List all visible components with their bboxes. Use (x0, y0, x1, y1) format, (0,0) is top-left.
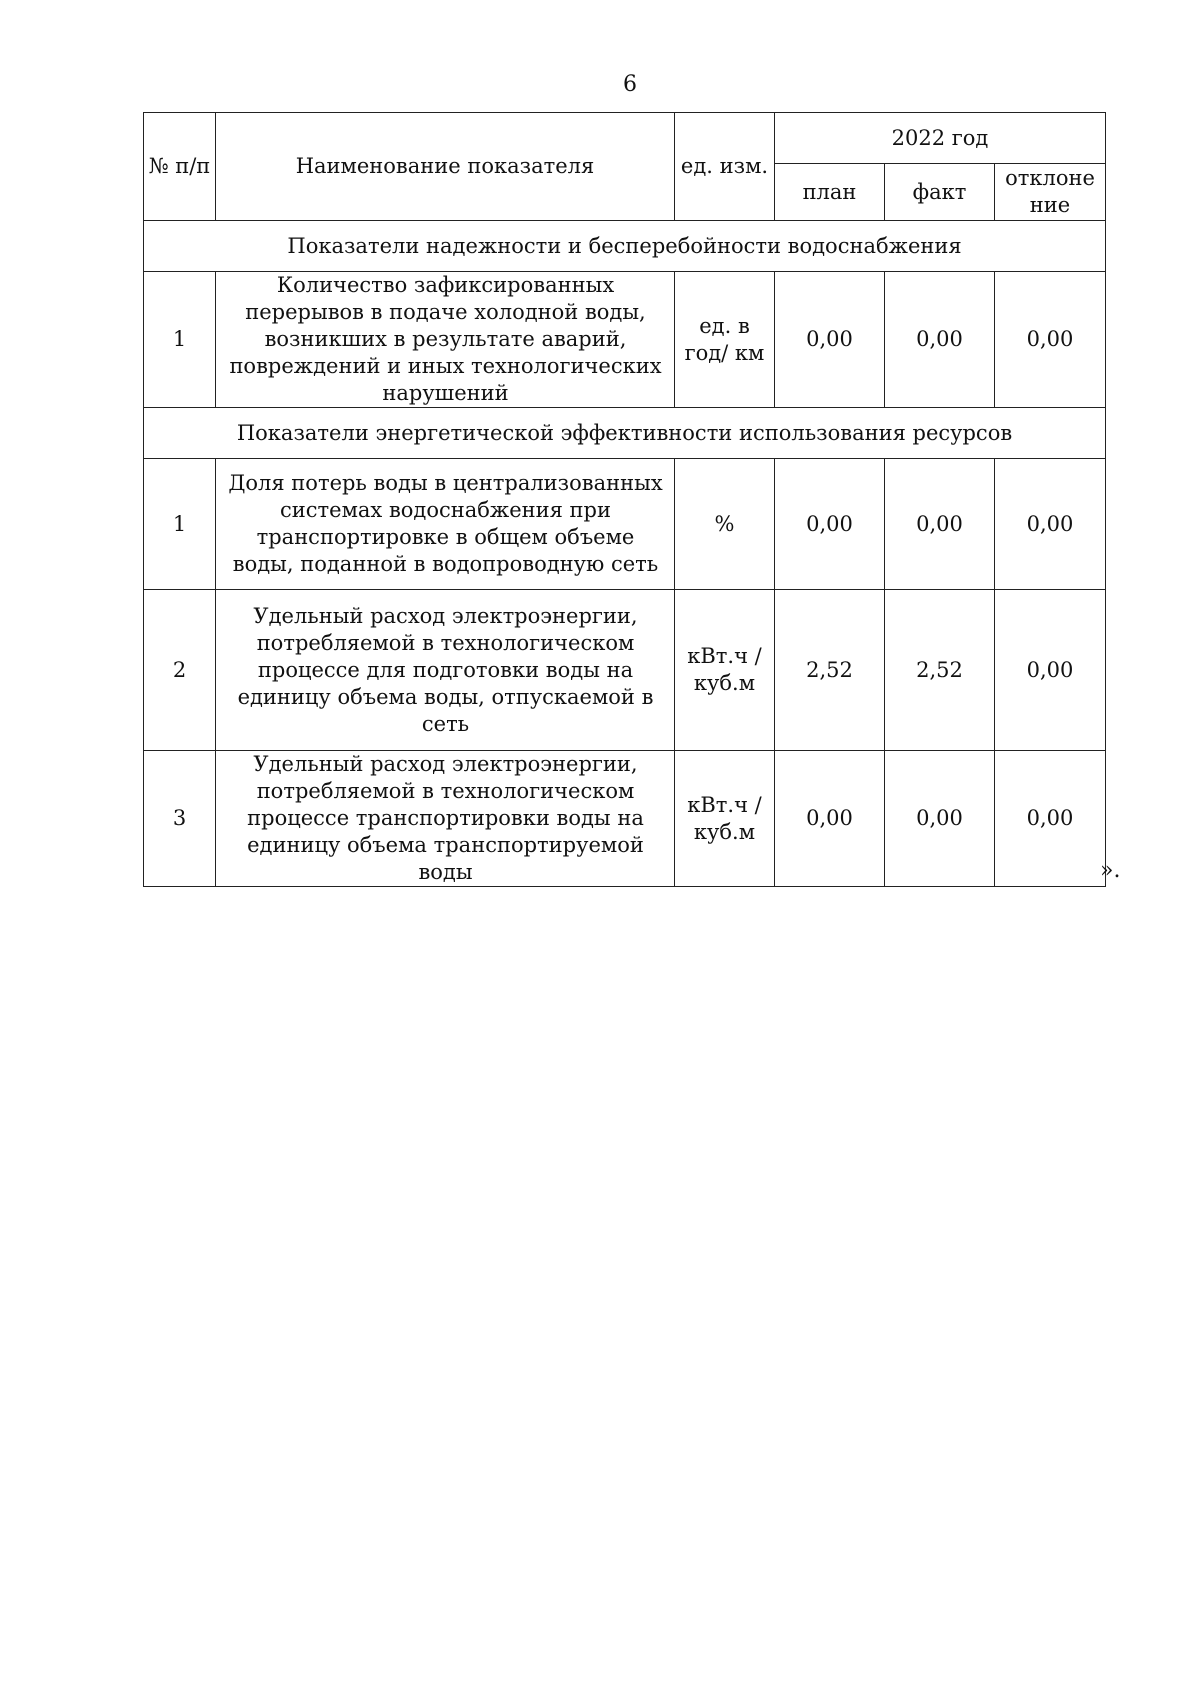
row-unit: кВт.ч / куб.м (675, 751, 775, 887)
header-num: № п/п (144, 113, 216, 221)
header-unit: ед. изм. (675, 113, 775, 221)
header-fact: факт (885, 164, 995, 221)
page-number: 6 (623, 72, 637, 97)
table-row (144, 751, 1106, 887)
row-unit: ед. в год/ км (675, 272, 775, 408)
table-row (144, 272, 1106, 408)
row-deviation: 0,00 (995, 590, 1106, 751)
row-num: 1 (144, 272, 216, 408)
row-name: Доля потерь воды в централизованных системах водоснабжения при транспортировке в общем объеме воды, поданной в водопроводную сеть (216, 459, 675, 590)
row-fact: 0,00 (885, 751, 995, 887)
row-num: 1 (144, 459, 216, 590)
row-fact: 0,00 (885, 459, 995, 590)
row-deviation: 0,00 (995, 459, 1106, 590)
header-name: Наименование показателя (216, 113, 675, 221)
row-name: Удельный расход электроэнергии, потребляемой в технологическом процессе для подготовки воды на единицу объема воды, отпускаемой в сеть (216, 590, 675, 751)
row-fact: 2,52 (885, 590, 995, 751)
row-unit: % (675, 459, 775, 590)
header-plan: план (775, 164, 885, 221)
row-fact: 0,00 (885, 272, 995, 408)
row-deviation: 0,00 (995, 751, 1106, 887)
row-plan: 2,52 (775, 590, 885, 751)
header-deviation: отклоне ние (995, 164, 1106, 221)
row-num: 2 (144, 590, 216, 751)
section-title: Показатели энергетической эффективности использования ресурсов (144, 408, 1106, 459)
section-header-row (144, 408, 1106, 459)
row-name: Удельный расход электроэнергии, потребляемой в технологическом процессе транспортировки воды на единицу объема транспортируемой воды (216, 751, 675, 887)
row-plan: 0,00 (775, 272, 885, 408)
header-year: 2022 год (775, 113, 1106, 164)
closing-quote-mark: ». (1100, 858, 1121, 883)
table-row (144, 459, 1106, 590)
section-title: Показатели надежности и бесперебойности водоснабжения (144, 221, 1106, 272)
table-row (144, 590, 1106, 751)
section-header-row (144, 221, 1106, 272)
row-plan: 0,00 (775, 751, 885, 887)
row-deviation: 0,00 (995, 272, 1106, 408)
row-unit: кВт.ч / куб.м (675, 590, 775, 751)
row-num: 3 (144, 751, 216, 887)
table-header-row (144, 113, 1106, 164)
indicators-table (143, 112, 1106, 887)
row-plan: 0,00 (775, 459, 885, 590)
row-name: Количество зафиксированных перерывов в подаче холодной воды, возникших в результате аварий, повреждений и иных технологических нарушений (216, 272, 675, 408)
